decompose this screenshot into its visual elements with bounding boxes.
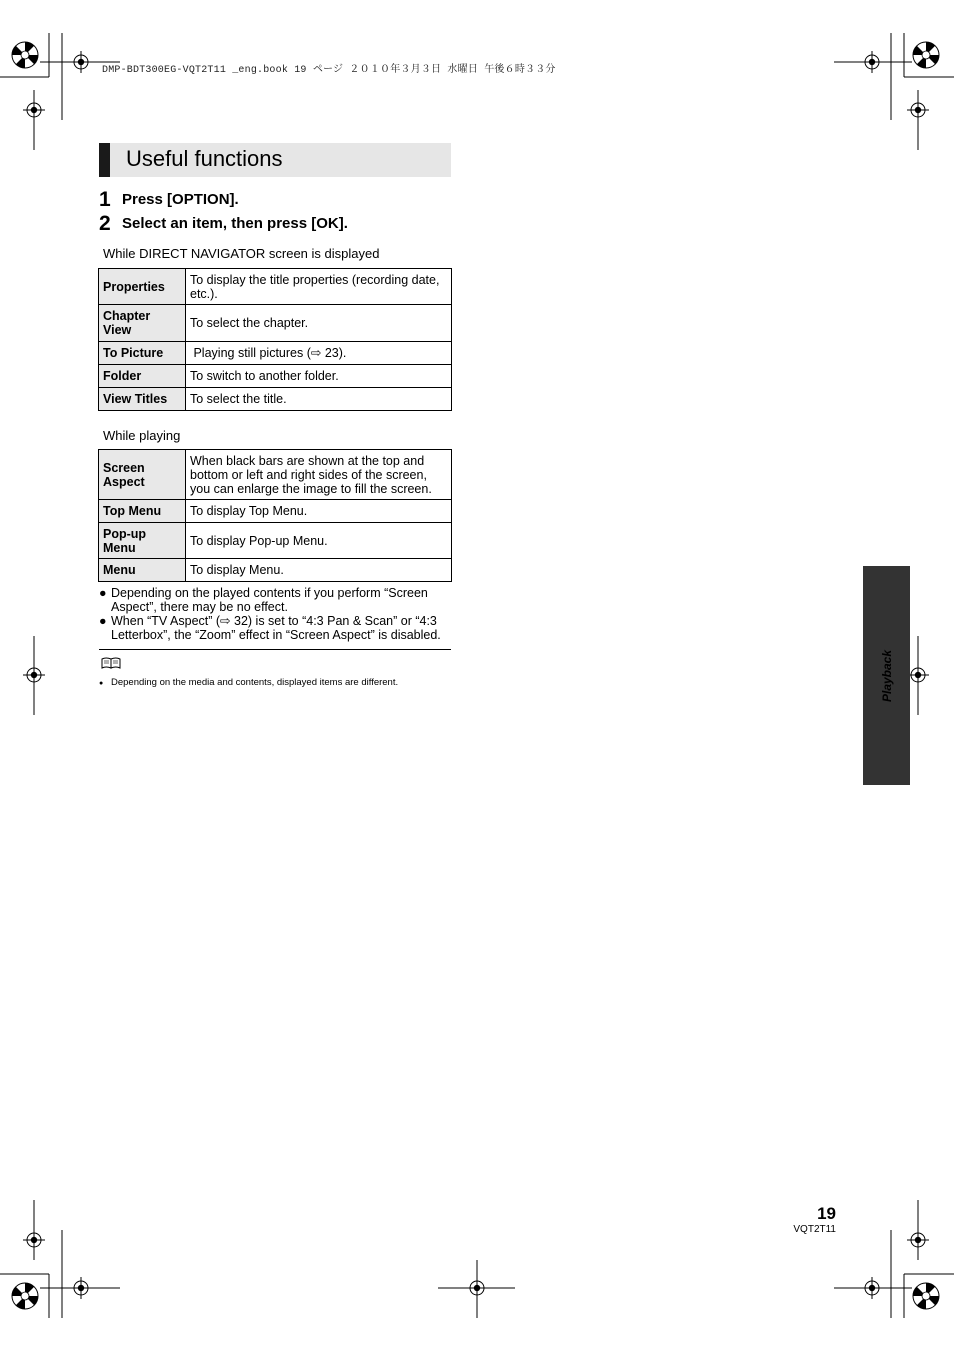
list-item (99, 586, 451, 614)
divider (99, 649, 451, 650)
page-title: Useful functions (126, 146, 283, 171)
table-row (99, 559, 452, 582)
option-name: Properties (99, 269, 186, 305)
bullet: ● (99, 680, 104, 687)
option-description: To switch to another folder. (186, 365, 452, 388)
option-description: To display Menu. (186, 559, 452, 582)
table-caption-navigator: While DIRECT NAVIGATOR screen is displayed (103, 246, 380, 261)
option-description: To select the chapter. (186, 305, 452, 342)
option-description: Playing still pictures (⇨ 23). (186, 342, 452, 365)
option-description: When black bars are shown at the top and bottom or left and right sides of the screen, you can enlarge the image to fill the screen. (186, 450, 452, 500)
step-text: Press [OPTION]. (122, 191, 239, 208)
note-text: Depending on the played contents if you perform “Screen Aspect”, there may be no effect. (111, 586, 428, 614)
list-item (99, 614, 451, 642)
table-row (99, 450, 452, 500)
table-row (99, 388, 452, 411)
option-description: To display Top Menu. (186, 500, 452, 523)
note-text: Depending on the media and contents, displayed items are different. (111, 677, 399, 688)
option-name: Screen Aspect (99, 450, 186, 500)
title-accent (99, 143, 110, 177)
option-name: Menu (99, 559, 186, 582)
print-header: DMP-BDT300EG-VQT2T11 _eng.book 19 ページ ２０１０年３月３日 水曜日 午後６時３３分 (102, 65, 556, 76)
notes-list (99, 586, 451, 642)
step-text: Select an item, then press [OK]. (122, 215, 348, 232)
option-description: To display the title properties (recording date, etc.). (186, 269, 452, 305)
book-icon (101, 657, 121, 669)
step-number: 2 (99, 212, 111, 235)
section-title-bar (99, 143, 451, 177)
table-row (99, 269, 452, 305)
side-tab (863, 566, 910, 785)
option-description: To select the title. (186, 388, 452, 411)
option-name: Folder (99, 365, 186, 388)
table-row (99, 365, 452, 388)
option-name: Pop-up Menu (99, 523, 186, 559)
table-row (99, 500, 452, 523)
step-1 (99, 188, 239, 212)
document-code: VQT2T11 (793, 1224, 836, 1235)
reference-note (99, 677, 398, 688)
table-row (99, 523, 452, 559)
table-row (99, 305, 452, 342)
table-row (99, 342, 452, 365)
side-tab-label: Playback (880, 649, 895, 703)
page-number: 19 (817, 1204, 836, 1223)
bullet: ● (99, 586, 107, 600)
option-description: To display Pop-up Menu. (186, 523, 452, 559)
option-name: Top Menu (99, 500, 186, 523)
bullet: ● (99, 614, 107, 628)
option-name: Chapter View (99, 305, 186, 342)
table-caption-playing: While playing (103, 428, 181, 443)
option-name: To Picture (99, 342, 186, 365)
note-text: When “TV Aspect” (⇨ 32) is set to “4:3 Pan & Scan” or “4:3 Letterbox”, the “Zoom” effect in “Screen Aspect” is disabled. (111, 614, 441, 642)
options-table-playing (98, 449, 452, 582)
step-number: 1 (99, 188, 111, 211)
option-name: View Titles (99, 388, 186, 411)
step-2 (99, 212, 348, 236)
options-table-navigator (98, 268, 452, 411)
